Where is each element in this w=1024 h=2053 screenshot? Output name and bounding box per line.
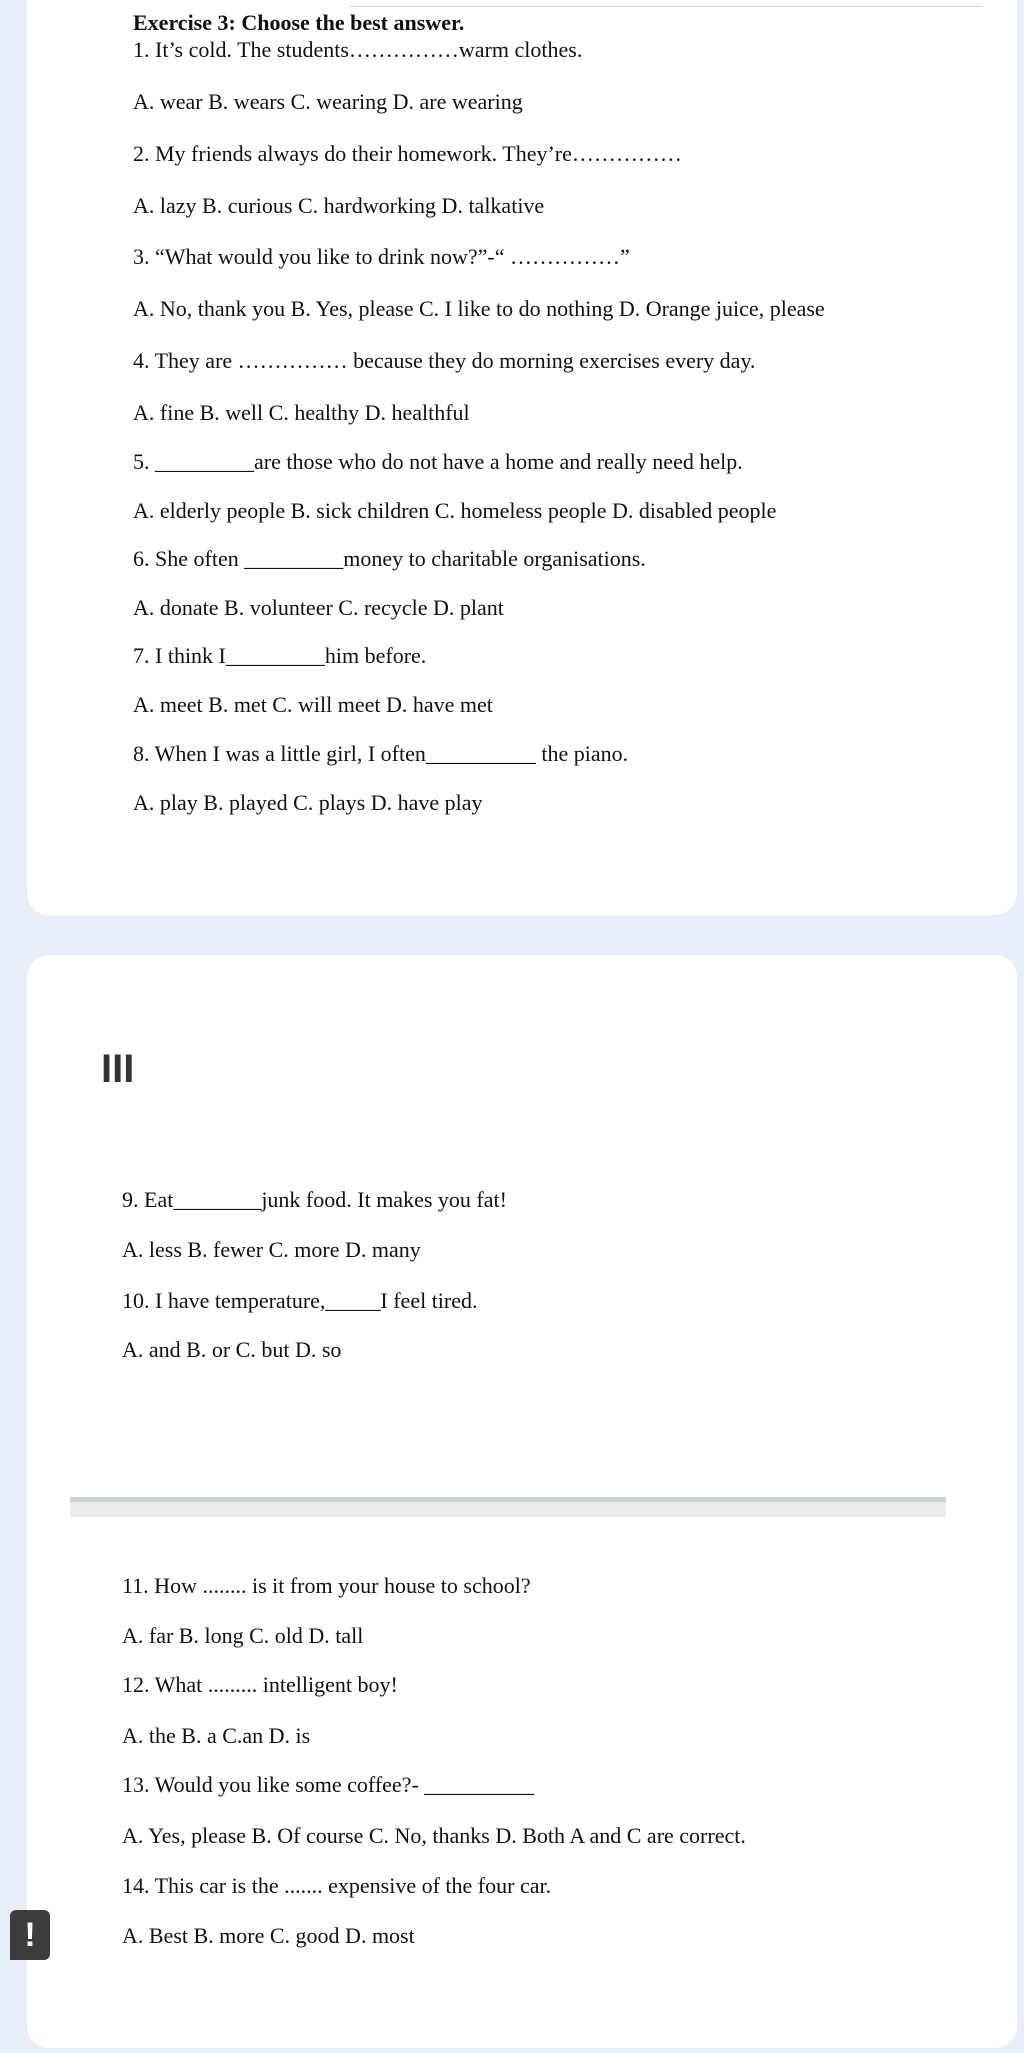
question-7: 7. I think I_________him before. <box>133 643 427 668</box>
question-9: 9. Eat________junk food. It makes you fat! <box>122 1187 507 1212</box>
answers-8: A. play B. played C. plays D. have play <box>133 790 483 815</box>
page-marker-bars: III <box>101 1047 135 1091</box>
question-2: 2. My friends always do their homework. They’re…………… <box>133 141 682 166</box>
question-13: 13. Would you like some coffee?- __________ <box>122 1772 535 1797</box>
question-8: 8. When I was a little girl, I often__________ the piano. <box>133 741 629 766</box>
answers-2: A. lazy B. curious C. hardworking D. talkative <box>133 193 545 218</box>
question-5: 5. _________are those who do not have a home and really need help. <box>133 449 743 474</box>
question-14: 14. This car is the ....... expensive of the four car. <box>122 1873 552 1898</box>
answers-13: A. Yes, please B. Of course C. No, thanks D. Both A and C are correct. <box>122 1823 746 1848</box>
alert-icon[interactable]: ! <box>10 1910 50 1960</box>
question-11: 11. How ........ is it from your house to school? <box>122 1573 531 1598</box>
answers-6: A. donate B. volunteer C. recycle D. plant <box>133 595 504 620</box>
question-3: 3. “What would you like to drink now?”-“ ……………” <box>133 244 630 269</box>
answers-7: A. meet B. met C. will meet D. have met <box>133 692 493 717</box>
exercise-heading <box>133 10 464 36</box>
answers-14: A. Best B. more C. good D. most <box>122 1923 415 1948</box>
answers-9: A. less B. fewer C. more D. many <box>122 1237 421 1262</box>
answers-3: A. No, thank you B. Yes, please C. I like to do nothing D. Orange juice, please <box>133 296 825 321</box>
answers-12: A. the B. a C.an D. is <box>122 1723 311 1748</box>
answers-5: A. elderly people B. sick children C. homeless people D. disabled people <box>133 498 777 523</box>
question-6: 6. She often _________money to charitable organisations. <box>133 546 646 571</box>
answers-10: A. and B. or C. but D. so <box>122 1337 342 1362</box>
question-4: 4. They are …………… because they do morning exercises every day. <box>133 348 756 373</box>
exercise-label: Exercise 3: <box>133 10 236 35</box>
answers-4: A. fine B. well C. healthy D. healthful <box>133 400 470 425</box>
answers-1: A. wear B. wears C. wearing D. are wearing <box>133 89 523 114</box>
question-1: 1. It’s cold. The students……………warm clothes. <box>133 37 583 62</box>
question-10: 10. I have temperature,_____I feel tired. <box>122 1288 478 1313</box>
exercise-title: Choose the best answer. <box>241 10 465 35</box>
top-divider <box>350 6 982 7</box>
answers-11: A. far B. long C. old D. tall <box>122 1623 364 1648</box>
section-divider <box>70 1497 946 1517</box>
question-12: 12. What ......... intelligent boy! <box>122 1672 398 1697</box>
